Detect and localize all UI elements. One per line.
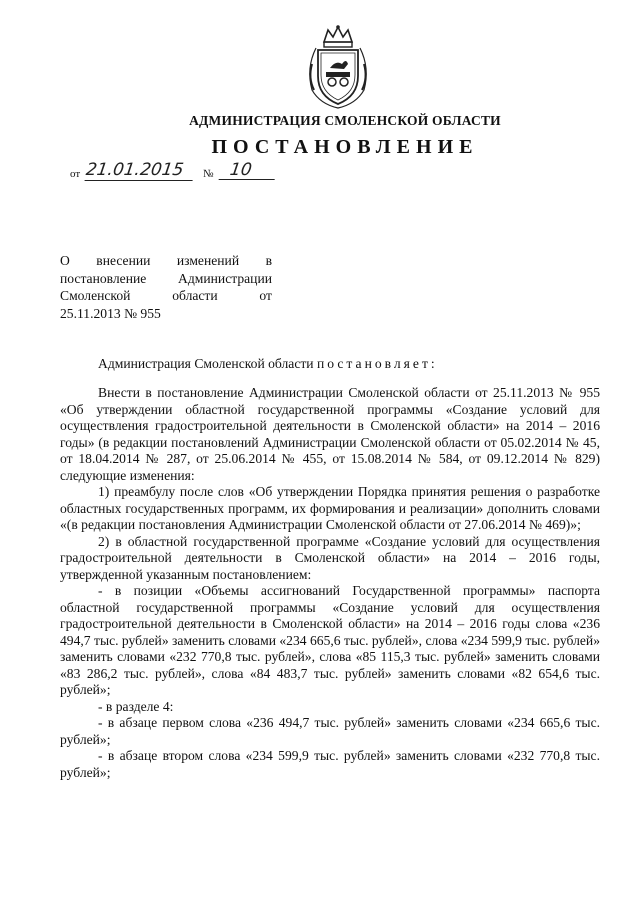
subject-line: Смоленской области от <box>60 288 272 303</box>
number-prefix: № <box>203 168 214 180</box>
handwritten-date: 21.01.2015 <box>85 160 196 181</box>
coat-of-arms-icon <box>302 24 374 110</box>
body-paragraph: - в позиции «Объемы ассигнований Государственной программы» паспорта областной государственной программы «Создание условий для осуществления градостроительной деятельности в Смоленской области» на 2014 – 2016 годы слова «236 494,7 тыс. рублей» заменить словами «234 665,6 тыс. рублей», слова «234 599,9 тыс. рублей» заменить словами «232 770,8 тыс. рублей», слова «85 115,3 тыс. рублей» заменить словами «83 286,2 тыс. рублей», слова «84 483,7 тыс. рублей» заменить словами «82 654,6 тыс. рублей»; <box>60 583 600 697</box>
preamble <box>98 356 438 372</box>
document-body <box>60 385 600 781</box>
handwritten-number: 10 <box>219 160 278 180</box>
date-prefix: от <box>70 168 81 180</box>
body-paragraph: - в абзаце втором слова «234 599,9 тыс. рублей» заменить словами «232 770,8 тыс. рублей»; <box>60 748 600 780</box>
body-paragraph: 1) преамбулу после слов «Об утверждении Порядка принятия решения о разработке областных государственных программ, их формирования и реализации» дополнить словами «(в редакции постановления Администрации Смоленской области от 27.06.2014 № 469)»; <box>60 484 600 532</box>
subject-line: постановление Администрации <box>60 270 272 286</box>
preamble-verb: постановляет: <box>316 356 438 371</box>
document-type-title: ПОСТАНОВЛЕНИЕ <box>211 136 479 158</box>
body-paragraph: - в абзаце первом слова «236 494,7 тыс. рублей» заменить словами «234 665,6 тыс. рублей»; <box>60 715 600 747</box>
body-paragraph: - в разделе 4: <box>98 698 174 714</box>
organization-name: АДМИНИСТРАЦИЯ СМОЛЕНСКОЙ ОБЛАСТИ <box>189 113 501 128</box>
subject-line: О внесении изменений в <box>60 253 272 268</box>
subject-line: 25.11.2013 № 955 <box>60 305 161 321</box>
preamble-text: Администрация Смоленской области <box>98 356 314 371</box>
body-paragraph: 2) в областной государственной программе «Создание условий для осуществления градостроительной деятельности в Смоленской области» на 2014 – 2016 годы, утвержденной указанным постановлением: <box>60 533 600 582</box>
subject-block <box>60 252 272 322</box>
body-paragraph: Внести в постановление Администрации Смоленской области от 25.11.2013 № 955 «Об утверждении областной государственной программы «Создание условий для осуществления градостроительной деятельности в Смоленской области» на 2014 – 2016 годы» (в редакции постановлений Администрации Смоленской области от 05.02.2014 № 45, от 18.04.2014 № 287, от 25.06.2014 № 455, от 15.08.2014 № 584, от 09.12.2014 № 829) следующие изменения: <box>60 385 600 483</box>
